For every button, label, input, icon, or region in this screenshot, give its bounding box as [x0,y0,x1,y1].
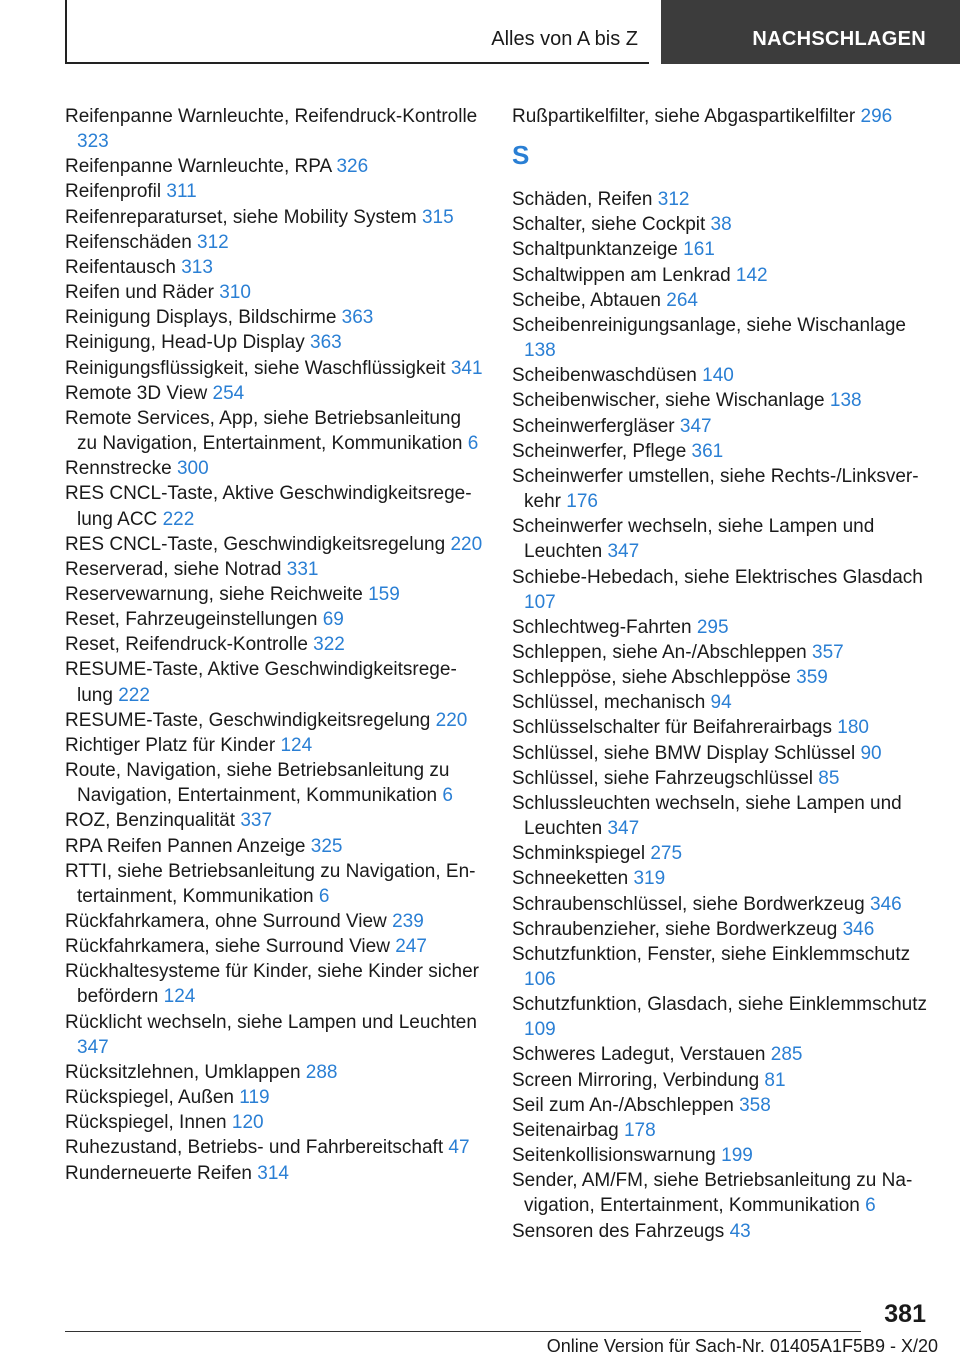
page-reference-link[interactable]: 310 [219,282,251,304]
index-entry [65,834,485,859]
index-column-right [512,104,932,1244]
page-reference-link[interactable]: 363 [341,307,374,329]
index-entry-text: Richtiger Platz für Kinder [65,734,276,756]
index-entry-text: RES CNCL-Taste, Geschwindigkeitsregelung [65,533,446,555]
index-entry-text: Rußpartikelfilter, siehe Abgaspartikelfilter [512,106,856,127]
index-entry-text: Reifenpanne Warnleuchte, Reifendruck-Kontrolle [65,106,478,127]
page-reference-link[interactable]: 295 [696,616,729,638]
index-entry [512,715,932,740]
page-reference-link[interactable]: 361 [691,440,724,462]
page-reference-link[interactable]: 311 [166,181,197,203]
index-entry-text: Schutzfunktion, Fenster, siehe Einklemmschutz [512,943,911,965]
page-reference-link[interactable]: 85 [818,767,840,789]
page-reference-link[interactable]: 341 [450,357,483,379]
index-entry [65,1085,485,1110]
index-entry-text: Reinigung, Head-Up Display [65,332,305,354]
index-entry [512,288,932,313]
footer-text: Online Version für Sach-Nr. 01405A1F5B9 - X/20 [546,1336,938,1356]
index-entry [65,1010,485,1060]
index-entry [65,456,485,481]
index-entry-text: Reifen und Räder [65,282,214,304]
page-reference-link[interactable]: 337 [240,810,273,832]
index-entry-text: Sensoren des Fahrzeugs [512,1220,725,1242]
index-entry-text: Rückhaltesysteme für Kinder, siehe Kinder sicher befördern [65,961,479,1008]
page-reference-link[interactable]: 315 [421,206,454,228]
page-reference-link[interactable]: 325 [310,835,343,857]
page-reference-link[interactable]: 331 [286,558,319,580]
index-entry [512,514,932,564]
index-entry-text: Schlüssel, siehe BMW Display Schlüssel [512,742,856,764]
index-entry [512,791,932,841]
page-reference-link[interactable]: 319 [633,868,666,890]
page-reference-link[interactable]: 239 [392,911,424,932]
index-entry [65,859,485,909]
index-entry [512,237,932,262]
index-entry-text: Schraubenschlüssel, siehe Bordwerkzeug [512,893,865,915]
header-rule-vertical [65,0,67,64]
index-entry [512,464,932,514]
index-entry-text: Scheinwerfergläser [512,415,675,437]
header-rule-horizontal [65,62,649,64]
page-reference-link[interactable]: 161 [683,239,715,261]
index-entry-text: Reservewarnung, siehe Reichweite [65,583,363,605]
index-entry [512,187,932,212]
index-entry [512,1042,932,1067]
index-entry-text: RESUME-Taste, Geschwindigkeitsregelung [65,709,431,731]
index-entry-text: Schalter, siehe Cockpit [512,214,706,236]
page-reference-link[interactable]: 106 [524,969,556,990]
index-entry [65,104,485,154]
index-entry-text: Sender, AM/FM, siehe Betriebsanleitung zu Navigation, Entertainment, Kommunikation [512,1170,913,1217]
index-entry [65,607,485,632]
page-reference-link[interactable]: 119 [239,1087,270,1109]
index-entry-text: Rückspiegel, Innen [65,1112,227,1134]
page-reference-link[interactable]: 109 [524,1019,556,1041]
index-entry [512,640,932,665]
index-entry-text: Rücksitzlehnen, Umklappen [65,1061,301,1083]
index-entry [512,1143,932,1168]
index-entry-text: ROZ, Benzinqualität [65,810,236,832]
page-reference-link[interactable]: 313 [181,256,213,278]
page-reference-link[interactable]: 6 [318,885,330,907]
page-reference-link[interactable]: 159 [368,583,400,605]
index-entry-text: Schäden, Reifen [512,189,653,211]
index-entry-text: Rückspiegel, Außen [65,1087,234,1109]
index-entry [65,632,485,657]
page-reference-link[interactable]: 138 [524,340,556,362]
page-number: 381 [884,1300,926,1328]
index-entry-text: Rückfahrkamera, siehe Surround View [65,936,390,958]
index-entry [65,356,485,381]
index-entry-text: Seil zum An-/Abschleppen [512,1094,734,1116]
index-entry-text: Scheibe, Abtauen [512,289,661,311]
index-entry [512,866,932,891]
page-reference-link[interactable]: 314 [257,1162,289,1184]
index-entry [65,330,485,355]
index-entry [65,532,485,557]
index-entry-text: RPA Reifen Pannen Anzeige [65,835,306,857]
page-reference-link[interactable]: 285 [770,1044,803,1066]
page-reference-link[interactable]: 140 [702,365,734,387]
page-reference-link[interactable]: 124 [163,986,196,1008]
index-entry [65,381,485,406]
index-entry-text: RESUME-Taste, Aktive Geschwindigkeitsregelung [65,659,457,706]
index-entry [512,690,932,715]
index-entry [512,363,932,388]
page-reference-link[interactable]: 357 [812,641,844,663]
index-entry-text: Schlüsselschalter für Beifahrerairbags [512,717,832,739]
index-entry [512,917,932,942]
index-entry-text: Remote 3D View [65,382,208,404]
page-reference-link[interactable]: 300 [176,458,209,480]
index-entry-text: Schaltpunktanzeige [512,239,678,261]
index-entry-text: Scheinwerfer umstellen, siehe Rechts-/Linksverkehr [512,465,919,513]
index-entry-text: Schlüssel, mechanisch [512,692,706,714]
index-entry-text: Schweres Ladegut, Verstauen [512,1044,766,1066]
index-entry [65,758,485,808]
page-reference-link[interactable]: 322 [313,634,345,656]
index-entry [65,909,485,934]
page-reference-link[interactable]: 288 [305,1061,338,1083]
index-entry-text: Seitenairbag [512,1119,619,1141]
chapter-tab-label: NACHSCHLAGEN [752,28,926,50]
index-entry [512,1093,932,1118]
index-entry [512,565,932,615]
index-entry [65,205,485,230]
index-entry-text: Scheinwerfer wechseln, siehe Lampen und Leuchten [512,516,875,563]
index-entry-text: Scheinwerfer, Pflege [512,440,687,462]
index-entry [65,179,485,204]
page-reference-link[interactable]: 94 [710,692,732,714]
index-entry-text: Route, Navigation, siehe Betriebsanleitung zu Navigation, Entertainment, Kommunikation [65,760,450,807]
index-entry-text: Reifenprofil [65,181,162,203]
index-entry [65,733,485,758]
index-entry-text: Schleppen, siehe An-/Abschleppen [512,641,807,663]
index-entry-text: Reifentausch [65,256,176,278]
index-entry-text: Seitenkollisionswarnung [512,1145,716,1167]
page-reference-link[interactable]: 347 [679,415,712,437]
chapter-tab[interactable] [661,0,960,64]
index-entry [65,657,485,707]
page-reference-link[interactable]: 359 [796,667,828,689]
index-entry [512,313,932,363]
index-entry [512,1168,932,1218]
index-entry [512,104,932,129]
index-entry-text: Reifenpanne Warnleuchte, RPA [65,156,332,178]
page-reference-link[interactable]: 6 [467,433,479,455]
index-entry-text: Scheibenreinigungsanlage, siehe Wischanlage [512,314,906,336]
index-entry [65,1161,485,1186]
index-entry-text: Scheibenwaschdüsen [512,365,697,387]
page-reference-link[interactable]: 176 [566,491,598,513]
index-entry-text: RES CNCL-Taste, Aktive Geschwindigkeitsregelung ACC [65,483,472,530]
footer-rule [65,1331,861,1332]
page-reference-link[interactable]: 254 [212,382,245,404]
index-entry [65,557,485,582]
index-entry-text: Schneeketten [512,868,629,890]
page-reference-link[interactable]: 69 [322,609,344,631]
index-entry-text: Schlüssel, siehe Fahrzeugschlüssel [512,767,813,789]
index-entry [512,439,932,464]
index-entry-text: Ruhezustand, Betriebs- und Fahrbereitschaft [65,1137,444,1159]
index-entry-text: Schminkspiegel [512,843,646,865]
index-entry [65,959,485,1009]
page-reference-link[interactable]: 43 [729,1220,751,1242]
index-entry [65,305,485,330]
page-reference-link[interactable]: 90 [860,742,882,764]
index-entry [65,154,485,179]
index-entry [512,992,932,1042]
index-entry-text: Rückfahrkamera, ohne Surround View [65,911,387,932]
page-reference-link[interactable]: 6 [442,785,453,807]
index-entry [65,406,485,456]
page-reference-link[interactable]: 81 [764,1069,786,1091]
index-entry [512,388,932,413]
page-reference-link[interactable]: 296 [860,106,893,127]
page-reference-link[interactable]: 6 [865,1195,876,1217]
page-reference-link[interactable]: 107 [524,591,556,613]
index-entry-text: Reinigungsflüssigkeit, siehe Waschflüssigkeit [65,357,446,379]
index-entry-text: Scheibenwischer, siehe Wischanlage [512,390,825,412]
page-reference-link[interactable]: 222 [162,508,195,530]
index-entry-text: Runderneuerte Reifen [65,1162,252,1184]
index-entry-text: Schiebe-Hebedach, siehe Elektrisches Glasdach [512,566,923,588]
section-title: Alles von A bis Z [491,28,638,50]
page-reference-link[interactable]: 347 [607,541,640,563]
index-entry-text: Rücklicht wechseln, siehe Lampen und Leuchten [65,1011,477,1033]
page-reference-link[interactable]: 312 [197,231,229,253]
index-entry [512,892,932,917]
page-reference-link[interactable]: 326 [336,156,369,178]
page-reference-link[interactable]: 142 [735,264,768,286]
index-entry [65,1135,485,1160]
page-reference-link[interactable]: 346 [870,893,902,915]
page-reference-link[interactable]: 346 [842,918,875,940]
letter-heading: S [512,140,530,171]
index-entry [512,615,932,640]
index-entry [512,665,932,690]
index-entry [65,230,485,255]
page-reference-link[interactable]: 178 [623,1119,656,1141]
index-entry-text: Reifenreparaturset, siehe Mobility System [65,206,417,228]
index-entry [65,708,485,733]
page-reference-link[interactable]: 199 [721,1145,753,1167]
index-entry [512,212,932,237]
index-column-left [65,104,485,1186]
index-entry-text: Schlussleuchten wechseln, siehe Lampen und Leuchten [512,792,902,840]
index-entry-text: Reset, Reifendruck-Kontrolle [65,634,308,656]
page-reference-link[interactable]: 220 [450,533,483,555]
index-entry-text: Reinigung Displays, Bildschirme [65,307,337,329]
page-reference-link[interactable]: 47 [448,1137,470,1159]
index-entry [65,582,485,607]
index-entry-text: Schutzfunktion, Glasdach, siehe Einklemmschutz [512,994,928,1016]
index-entry [65,280,485,305]
page-reference-link[interactable]: 358 [739,1094,771,1116]
page-reference-link[interactable]: 220 [435,709,468,731]
page-reference-link[interactable]: 180 [837,717,869,739]
index-entry-text: Schleppöse, siehe Abschleppöse [512,667,791,689]
page-reference-link[interactable]: 247 [395,936,427,958]
index-entry [512,414,932,439]
index-entry [512,741,932,766]
index-entry [512,841,932,866]
index-entry [512,1118,932,1143]
index-entry [512,263,932,288]
index-entry-text: Schraubenzieher, siehe Bordwerkzeug [512,918,838,940]
page-reference-link[interactable]: 347 [607,818,640,840]
page-reference-link[interactable]: 138 [829,390,862,412]
index-entry [65,1060,485,1085]
index-entry-text: Reserverad, siehe Notrad [65,558,282,580]
page-reference-link[interactable]: 120 [231,1112,264,1134]
index-entry [65,934,485,959]
index-entry [512,942,932,992]
index-entry [65,1110,485,1135]
index-entry-text: Remote Services, App, siehe Betriebsanleitung zu Navigation, Entertainment, Kommunikation [65,407,463,455]
index-entry [65,808,485,833]
page-reference-link[interactable]: 124 [280,734,313,756]
page-reference-link[interactable]: 312 [657,189,690,211]
page-reference-link[interactable]: 347 [77,1036,109,1058]
index-entry-text: Schlechtweg-Fahrten [512,616,692,638]
index-entry-text: Schaltwippen am Lenkrad [512,264,731,286]
index-entry [512,1068,932,1093]
index-entry [512,766,932,791]
index-entry-text: Reset, Fahrzeugeinstellungen [65,609,318,631]
index-entry-text: Reifenschäden [65,231,192,253]
index-entry [65,255,485,280]
page-reference-link[interactable]: 323 [77,131,109,153]
index-entry-text: Rennstrecke [65,458,172,480]
index-entry-text: RTTI, siehe Betriebsanleitung zu Navigation, Entertainment, Kommunikation [65,860,476,907]
page-reference-link[interactable]: 275 [650,843,683,865]
index-entry [512,1219,932,1244]
index-entry [65,481,485,531]
page-reference-link[interactable]: 38 [710,214,732,236]
page-reference-link[interactable]: 222 [118,684,150,706]
page-reference-link[interactable]: 363 [310,332,342,354]
index-entry-text: Screen Mirroring, Verbindung [512,1069,760,1091]
page-reference-link[interactable]: 264 [666,289,698,311]
